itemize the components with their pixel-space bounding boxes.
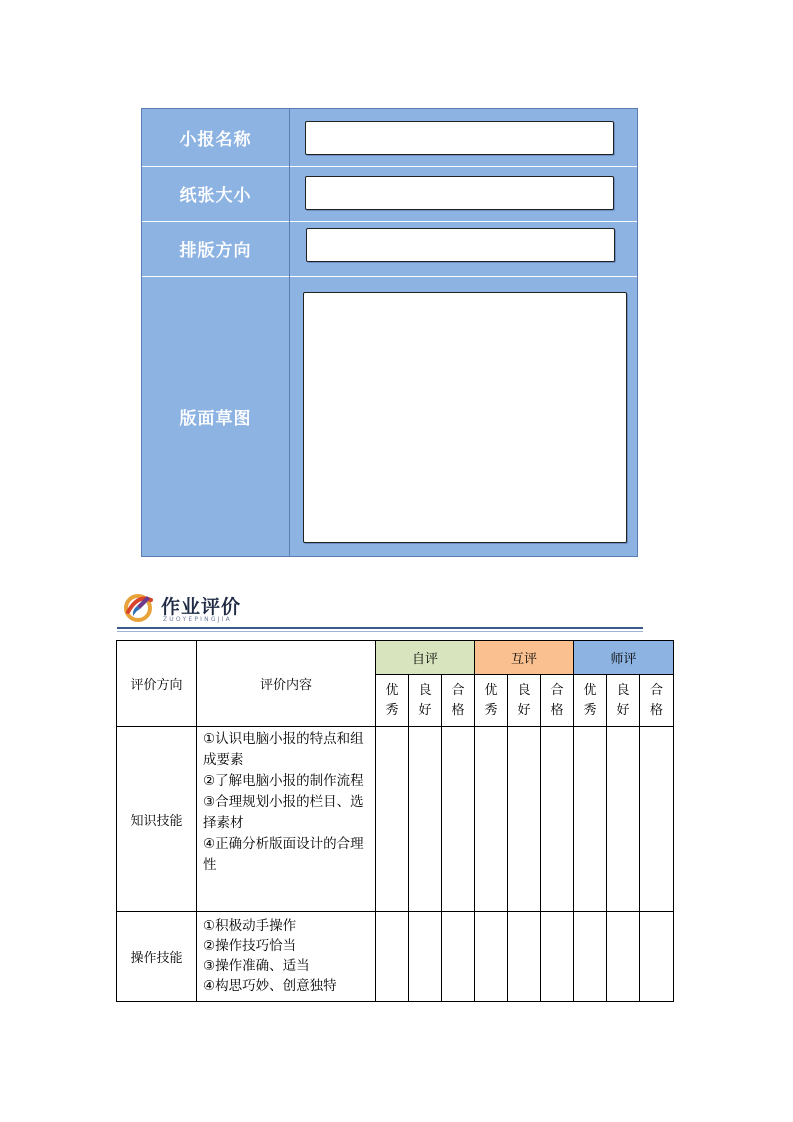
score-cell[interactable] (376, 912, 409, 1002)
content-item: ④构思巧妙、创意独特 (203, 978, 337, 994)
score-cell[interactable] (475, 912, 508, 1002)
content-item: ②了解电脑小报的制作流程 (203, 773, 364, 789)
form-row-paper (142, 166, 637, 222)
layout-sketch-area[interactable] (303, 292, 627, 543)
score-cell[interactable] (607, 727, 640, 912)
form-divider (289, 276, 290, 556)
form-row-name (142, 109, 637, 167)
grade-char: 好 (418, 702, 432, 718)
grade-pass (640, 675, 674, 727)
score-cell[interactable] (442, 912, 475, 1002)
evaluation-table (116, 640, 674, 1002)
grade-good (607, 675, 640, 727)
score-cell[interactable] (541, 727, 574, 912)
section-divider (117, 627, 643, 629)
section-subtitle: ZUOYEPINGJIA (163, 616, 232, 623)
table-row (117, 727, 674, 912)
score-cell[interactable] (409, 727, 442, 912)
score-cell[interactable] (376, 727, 409, 912)
grade-char: 好 (616, 702, 630, 718)
grade-char: 良 (418, 682, 432, 698)
header-peer-eval: 互评 (475, 641, 574, 675)
section-divider-thin (117, 631, 643, 632)
content-item: ②操作技巧恰当 (203, 938, 297, 954)
paintbrush-logo-icon (123, 590, 157, 624)
header-teacher-eval: 师评 (574, 641, 674, 675)
newspaper-plan-form (141, 108, 638, 557)
score-cell[interactable] (541, 912, 574, 1002)
grade-char: 秀 (583, 702, 597, 718)
grade-char: 合 (451, 682, 465, 698)
grade-char: 格 (550, 702, 564, 718)
content-item: ①认识电脑小报的特点和组成要素 (203, 731, 364, 768)
header-direction: 评价方向 (117, 641, 197, 727)
section-title: 作业评价 (161, 596, 242, 618)
form-row-orientation (142, 221, 637, 277)
form-divider (289, 221, 290, 276)
grade-good (409, 675, 442, 727)
newspaper-name-input[interactable] (305, 121, 614, 155)
score-cell[interactable] (574, 912, 607, 1002)
header-self-eval: 自评 (376, 641, 475, 675)
row-content (197, 727, 376, 912)
score-cell[interactable] (475, 727, 508, 912)
grade-excellent (376, 675, 409, 727)
content-item: ④正确分析版面设计的合理性 (203, 836, 364, 873)
content-item: ③合理规划小报的栏目、选择素材 (203, 794, 364, 831)
score-cell[interactable] (409, 912, 442, 1002)
paper-size-input[interactable] (305, 176, 614, 210)
grade-char: 格 (650, 702, 664, 718)
content-item: ①积极动手操作 (203, 918, 297, 934)
row-direction: 知识技能 (117, 727, 197, 912)
form-label-name: 小报名称 (179, 130, 252, 150)
grade-char: 好 (517, 702, 531, 718)
grade-char: 优 (484, 682, 498, 698)
grade-char: 合 (550, 682, 564, 698)
form-divider (289, 109, 290, 166)
grade-char: 优 (385, 682, 399, 698)
row-direction: 操作技能 (117, 912, 197, 1002)
form-label-sketch: 版面草图 (179, 408, 252, 429)
grade-char: 格 (451, 702, 465, 718)
score-cell[interactable] (640, 727, 674, 912)
content-item: ③操作准确、适当 (203, 958, 310, 974)
grade-char: 秀 (385, 702, 399, 718)
score-cell[interactable] (574, 727, 607, 912)
header-content: 评价内容 (197, 641, 376, 727)
row-content (197, 912, 376, 1002)
form-label-orientation: 排版方向 (179, 241, 252, 261)
grade-char: 秀 (484, 702, 498, 718)
form-row-sketch (142, 276, 637, 556)
grade-excellent (475, 675, 508, 727)
score-cell[interactable] (508, 912, 541, 1002)
grade-pass (442, 675, 475, 727)
table-row (117, 912, 674, 1002)
grade-char: 合 (650, 682, 664, 698)
grade-char: 优 (583, 682, 597, 698)
evaluation-section-header (117, 588, 647, 634)
score-cell[interactable] (640, 912, 674, 1002)
form-label-paper: 纸张大小 (179, 186, 252, 206)
score-cell[interactable] (442, 727, 475, 912)
grade-good (508, 675, 541, 727)
layout-direction-input[interactable] (306, 228, 615, 262)
score-cell[interactable] (607, 912, 640, 1002)
header-row-groups (117, 641, 674, 675)
grade-pass (541, 675, 574, 727)
grade-char: 良 (616, 682, 630, 698)
score-cell[interactable] (508, 727, 541, 912)
grade-excellent (574, 675, 607, 727)
grade-char: 良 (517, 682, 531, 698)
form-divider (289, 166, 290, 221)
